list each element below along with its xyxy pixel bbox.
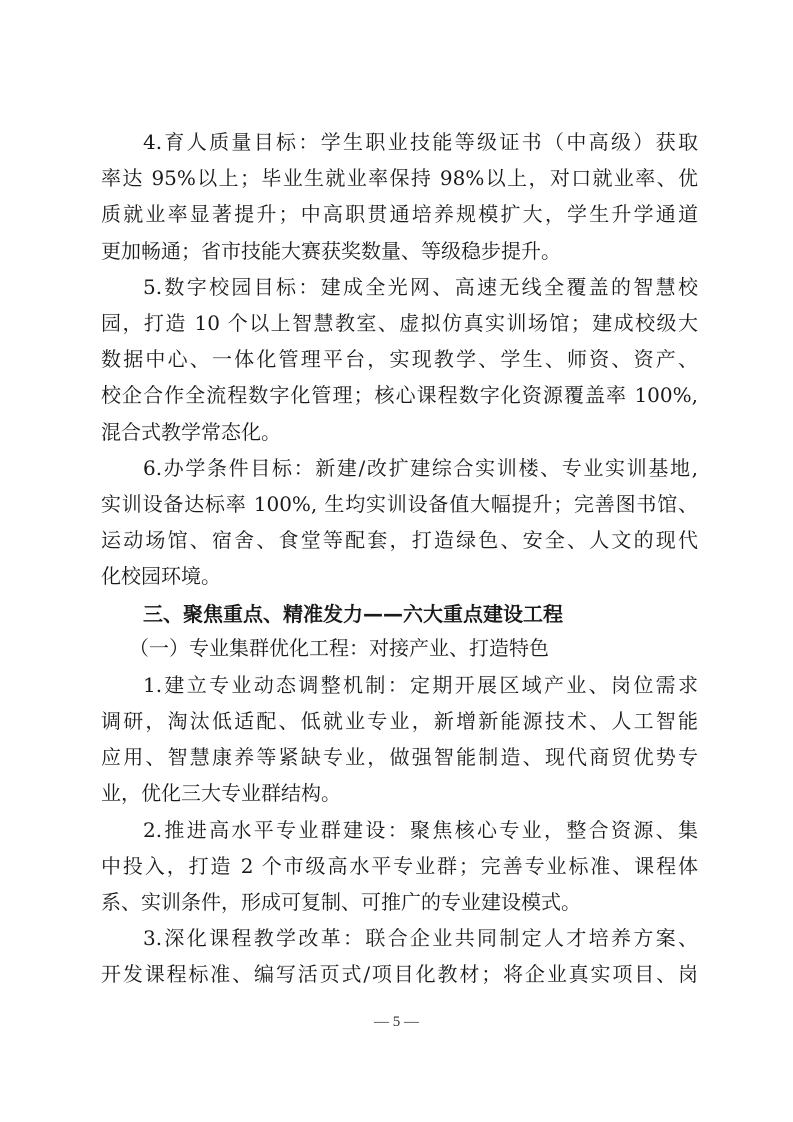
paragraph [101, 450, 698, 595]
goals-paragraphs [101, 124, 698, 594]
measure-items [101, 667, 698, 993]
text-line: 2.推进高水平专业群建设：聚焦核心专业，整合资源、集 [143, 817, 698, 842]
text-line: 中投入，打造 2 个市级高水平专业群；完善专业标准、课程体 [101, 853, 698, 878]
text-line: 6.办学条件目标：新建/改扩建综合实训楼、专业实训基地, [143, 455, 698, 480]
paragraph [101, 812, 698, 921]
paragraph [101, 920, 698, 992]
paragraph [101, 667, 698, 812]
text-line: 质就业率显著提升；中高职贯通培养规模扩大，学生升学通道 [101, 202, 698, 227]
text-line: 运动场馆、宿舍、食堂等配套，打造绿色、安全、人文的现代 [101, 528, 698, 553]
subsection-heading: （一）专业集群优化工程：对接产业、打造特色 [129, 635, 549, 660]
text-line: 系、实训条件，形成可复制、可推广的专业建设模式。 [101, 889, 581, 914]
text-line: 1.建立专业动态调整机制：定期开展区域产业、岗位需求 [143, 672, 698, 697]
document-body [101, 124, 698, 993]
text-line: 混合式教学常态化。 [101, 419, 281, 444]
paragraph [101, 269, 698, 450]
paragraph [101, 124, 698, 269]
text-line: 率达 95%以上；毕业生就业率保持 98%以上，对口就业率、优 [101, 166, 698, 191]
page-number: — 5 — [374, 1014, 419, 1030]
text-line: 化校园环境。 [101, 564, 221, 589]
section-heading: 三、聚焦重点、精准发力——六大重点建设工程 [143, 602, 563, 627]
text-line: 园，打造 10 个以上智慧教室、虚拟仿真实训场馆；建成校级大 [101, 310, 698, 335]
text-line: 3.深化课程教学改革：联合企业共同制定人才培养方案、 [143, 926, 698, 951]
text-line: 开发课程标准、编写活页式/项目化教材；将企业真实项目、岗 [101, 962, 698, 987]
text-line: 业，优化三大专业群结构。 [101, 781, 341, 806]
text-line: 实训设备达标率 100%, 生均实训设备值大幅提升；完善图书馆、 [101, 491, 698, 516]
text-line: 更加畅通；省市技能大赛获奖数量、等级稳步提升。 [101, 238, 561, 263]
text-line: 应用、智慧康养等紧缺专业，做强智能制造、现代商贸优势专 [101, 745, 698, 770]
text-line: 校企合作全流程数字化管理；核心课程数字化资源覆盖率 100%, [101, 383, 698, 408]
text-line: 数据中心、一体化管理平台，实现教学、学生、师资、资产、 [101, 347, 698, 372]
text-line: 5.数字校园目标：建成全光网、高速无线全覆盖的智慧校 [143, 274, 698, 299]
text-line: 4.育人质量目标：学生职业技能等级证书（中高级）获取 [143, 130, 698, 154]
text-line: 调研，淘汰低适配、低就业专业，新增新能源技术、人工智能 [101, 709, 698, 733]
